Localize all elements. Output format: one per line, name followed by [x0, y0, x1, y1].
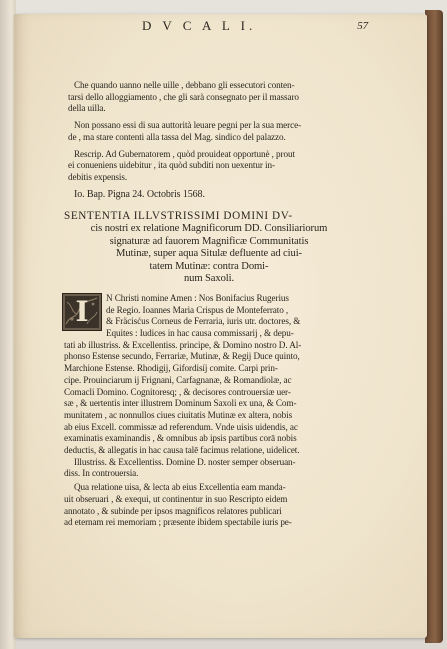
page-number: 57 — [357, 20, 368, 32]
signature-line: Io. Bap. Pigna 24. Octobris 1568. — [74, 188, 205, 200]
page-text — [64, 18, 368, 529]
text-line: cipe. Prouinciarum ij Frignani, Carfagnanæ, & Romandiolæ, ac — [64, 374, 292, 385]
title-line: SENTENTIA ILLVSTRISSIMI DOMINI DV- — [64, 210, 293, 223]
text-line: examinatis examinandis , & omnibus ab ipsis partibus corā nobis — [64, 433, 297, 444]
paragraph-3 — [64, 149, 354, 184]
text-line: tati ab illustriss. & Excellentiss. principe, & Domino nostro D. Al- — [64, 339, 302, 350]
title-line: signaturæ ad fauorem Magnificæ Communitatis — [109, 235, 309, 247]
initial-wrap-lines — [64, 293, 354, 340]
text-line: diss. In controuersia. — [64, 468, 139, 479]
text-line: Non possano essi di sua auttorità leuare pegni per la sua merce- — [74, 120, 302, 131]
text-line: de , ma stare contenti alla tassa del Mag. sindico del palazzo. — [68, 131, 286, 142]
title-line: num Saxoli. — [183, 273, 235, 285]
decorated-initial — [62, 293, 102, 331]
paragraph-1 — [64, 80, 354, 115]
page-header — [64, 18, 368, 40]
initial-letter: I — [75, 294, 89, 328]
text-line: Comacli Domino. Cognitoresq; , & decisores controuersiæ uer- — [64, 386, 291, 397]
title-line: cis nostri ex relatione Magnificorum DD. Consiliariorum — [90, 222, 328, 234]
text-line: N Christi nomine Amen : Nos Bonifacius Rugerius — [106, 292, 289, 303]
text-line: munitatem , ac nonnullos ciues ciuitatis Mutinæ ex altera, nobis — [64, 409, 293, 420]
text-line: debitis expensis. — [68, 171, 128, 182]
text-line: della uilla. — [68, 103, 106, 114]
running-head: D V C A L I. — [142, 18, 257, 33]
title-line: tatem Mutinæ: contra Domi- — [149, 260, 269, 272]
paragraph-2 — [64, 120, 354, 143]
sententia-title — [64, 210, 354, 286]
title-line: Mutinæ, super aqua Situlæ defluente ad ciui- — [116, 248, 302, 260]
text-line: de Regio. Ioannes Maria Crispus de Monteferrato , — [106, 304, 289, 315]
sententia-body — [64, 293, 354, 529]
text-line: Qua relatione uisa, & lecta ab eius Excellentia eam manda- — [74, 482, 286, 493]
text-line: annotato , & subinde per ipsos magnificos relatores publicari — [64, 505, 282, 516]
text-line: ab eius Excell. commissæ ad referendum. Vnde uisis uidendis, ac — [64, 421, 298, 432]
text-line: ad eternam rei memoriam ; præsente ibidem spectabile iuris pe- — [64, 517, 292, 528]
text-line: Equites : Iudices in hac causa commissarij , & depu- — [106, 328, 294, 338]
text-line: Illustriss. & Excellentiss. Domine D. noster semper obseruan- — [74, 456, 296, 467]
text-line: Marchione Estense. Rhodigij, Gifordisíj comite. Carpi prin- — [64, 363, 278, 374]
text-line: ei conueniens uidebitur , ita quòd subditi non uexentur in- — [68, 160, 275, 171]
text-line: sæ , & uertentis inter illustrem Dominum Saxoli ex una, & Com- — [64, 398, 297, 409]
text-line: deductis, & allegatis in hac causa talē facimus relatione, uidelicet. — [64, 445, 300, 456]
book-page — [14, 14, 427, 638]
text-line: Che quando uanno nelle uille , debbano gli essecutori conten- — [74, 80, 295, 90]
text-line: & Fräcisćus Corneus de Ferraria, iuris utr. doctores, & — [106, 316, 301, 327]
text-line: phonso Estense secundo, Ferrariæ, Mutinæ, & Regij Duce quinto, — [64, 351, 300, 362]
text-line: uit obseruari , & exequi, ut continentur in suo Rescripto eidem — [64, 493, 288, 504]
book-binding-edge — [425, 10, 443, 643]
text-line: Rescrip. Ad Gubernatorem , quòd prouideat opportunè , prout — [74, 148, 295, 159]
text-line: tarsi dello alloggiamento , che gli sarà consegnato per il massaro — [68, 91, 299, 102]
